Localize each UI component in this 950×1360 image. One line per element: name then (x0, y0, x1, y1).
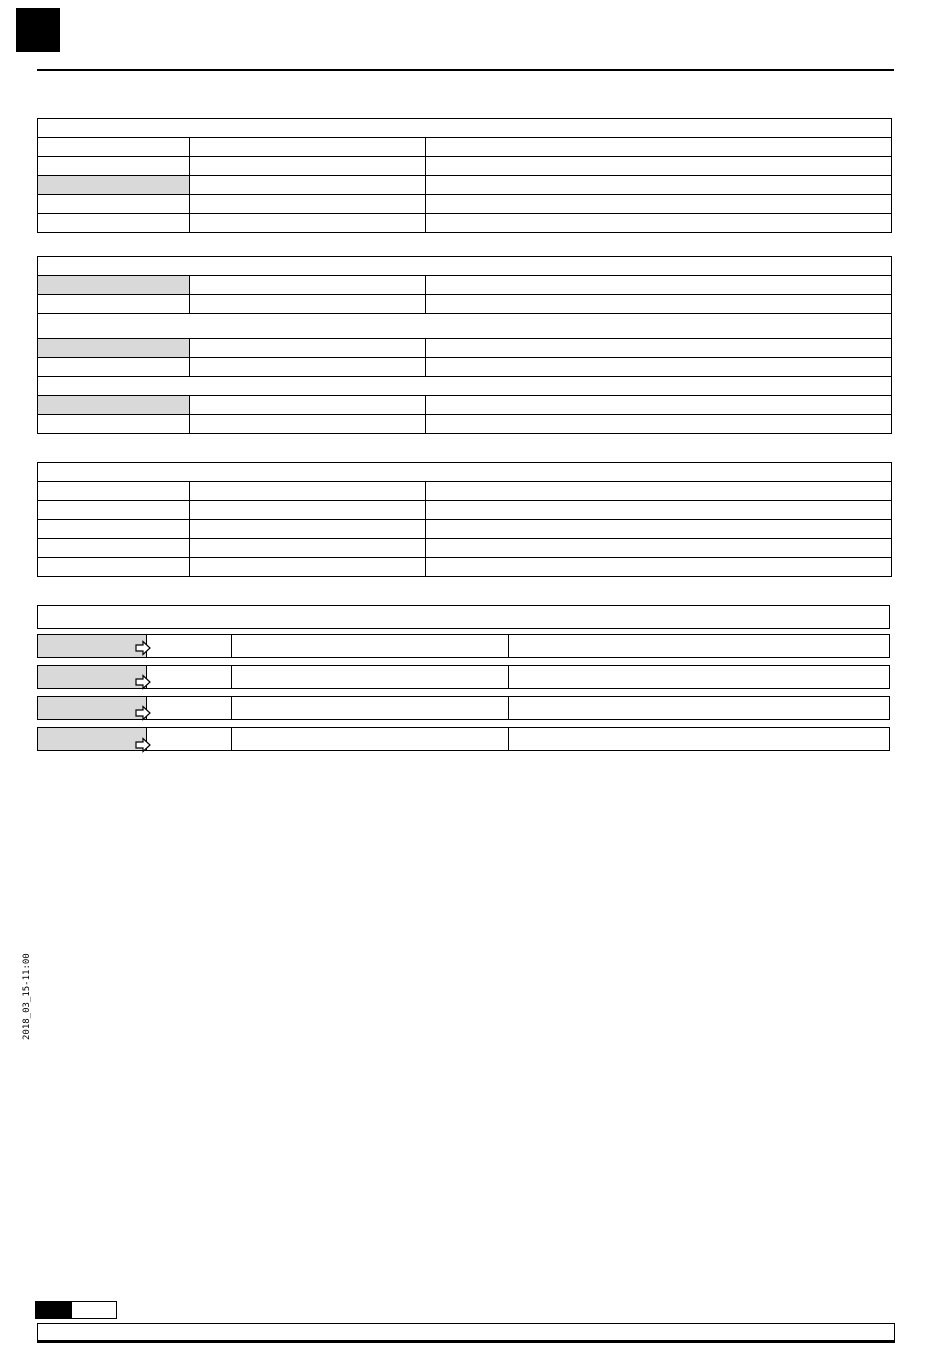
table-row (38, 214, 892, 233)
print-timestamp: 2018_03_15-11:00 (22, 953, 32, 1040)
spec-table-2 (37, 256, 892, 434)
procedure-step-row (37, 634, 890, 658)
spec-table-3 (37, 462, 892, 577)
right-arrow-icon (135, 705, 151, 721)
table-row (38, 396, 892, 415)
right-arrow-icon (135, 737, 151, 753)
table-row (38, 295, 892, 314)
table-subheader-row (38, 377, 892, 396)
table-row (38, 482, 892, 501)
step-label-cell (38, 635, 147, 657)
right-arrow-icon (135, 640, 151, 656)
procedure-step-row (37, 727, 890, 751)
step-label-cell (38, 697, 147, 719)
table-header-row (38, 463, 892, 482)
step-label-cell (38, 728, 147, 750)
table-row (38, 415, 892, 434)
page-tab-marker (36, 1302, 72, 1318)
footer-bar (37, 1323, 895, 1343)
table-row (38, 358, 892, 377)
header-rule (37, 69, 894, 71)
spec-table-1 (37, 118, 892, 233)
table-row (38, 157, 892, 176)
table-row (38, 176, 892, 195)
table-row (38, 539, 892, 558)
procedure-step-row (37, 696, 890, 720)
table-row (38, 558, 892, 577)
table-row (38, 276, 892, 295)
step-label-cell (38, 666, 147, 688)
procedure-step-row (37, 665, 890, 689)
table-row (38, 195, 892, 214)
table-subheader-row (38, 314, 892, 339)
right-arrow-icon (135, 674, 151, 690)
table-header-row (38, 119, 892, 138)
table-header-row (38, 257, 892, 276)
table-row (38, 138, 892, 157)
page-number-tab (35, 1301, 117, 1319)
corner-marker (16, 8, 60, 52)
table-row (38, 339, 892, 358)
table-row (38, 501, 892, 520)
table-row (38, 520, 892, 539)
procedure-header-box (37, 605, 890, 629)
